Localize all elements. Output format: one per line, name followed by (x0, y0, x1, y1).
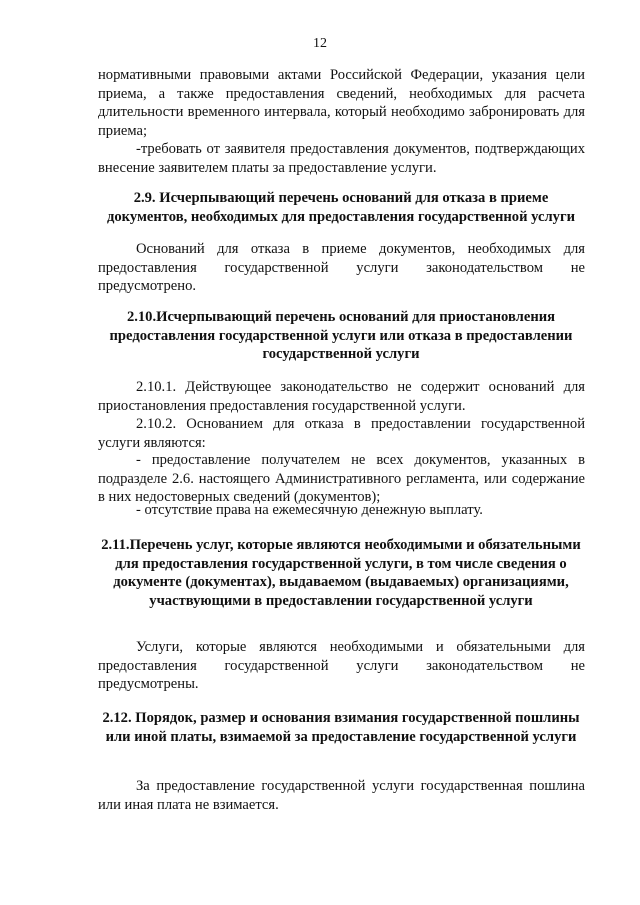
paragraph-require-documents: -требовать от заявителя предоставления документов, подтверждающих внесение заявителем платы за предоставление услуги. (98, 141, 585, 176)
heading-2-11: 2.11.Перечень услуг, которые являются необходимыми и обязательными для предоставления государственной услуги, в том числе сведения о документе (документах), выдаваемом (выдаваемых) организациями, участвующими в предоставлении государственной услуги (101, 537, 581, 609)
paragraph-2-9-text: Оснований для отказа в приеме документов, необходимых для предоставления государственной услуги законодательством не предусмотрено. (98, 241, 585, 294)
list-item-incomplete-documents: - предоставление получателем не всех документов, указанных в подразделе 2.6. настоящего Административного регламента, или содержание в них недостоверных сведений (документов); (98, 452, 585, 505)
heading-2-12: 2.12. Порядок, размер и основания взимания государственной пошлины или иной платы, взимаемой за предоставление государственной услуги (102, 710, 580, 745)
page-number: 12 (313, 36, 327, 51)
paragraph-2-10-1: 2.10.1. Действующее законодательство не содержит оснований для приостановления предоставления государственной услуги. (98, 379, 585, 414)
paragraph-continuation: нормативными правовыми актами Российской Федерации, указания цели приема, а также предоставления сведений, необходимых для расчета длительности временного интервала, который необходимо забронировать для приема; (98, 67, 585, 139)
paragraph-2-10-2: 2.10.2. Основанием для отказа в предоставлении государственной услуги являются: (98, 416, 585, 451)
paragraph-2-12-text: За предоставление государственной услуги государственная пошлина или иная плата не взимается. (98, 778, 585, 813)
heading-2-9: 2.9. Исчерпывающий перечень оснований для отказа в приеме документов, необходимых для предоставления государственной услуги (107, 190, 575, 225)
list-item-no-right: - отсутствие права на ежемесячную денежную выплату. (136, 502, 483, 518)
heading-2-10: 2.10.Исчерпывающий перечень оснований для приостановления предоставления государственной услуги или отказа в предоставлении государственной услуги (109, 309, 573, 362)
paragraph-2-11-text: Услуги, которые являются необходимыми и обязательными для предоставления государственной услуги законодательством не предусмотрены. (98, 639, 585, 692)
